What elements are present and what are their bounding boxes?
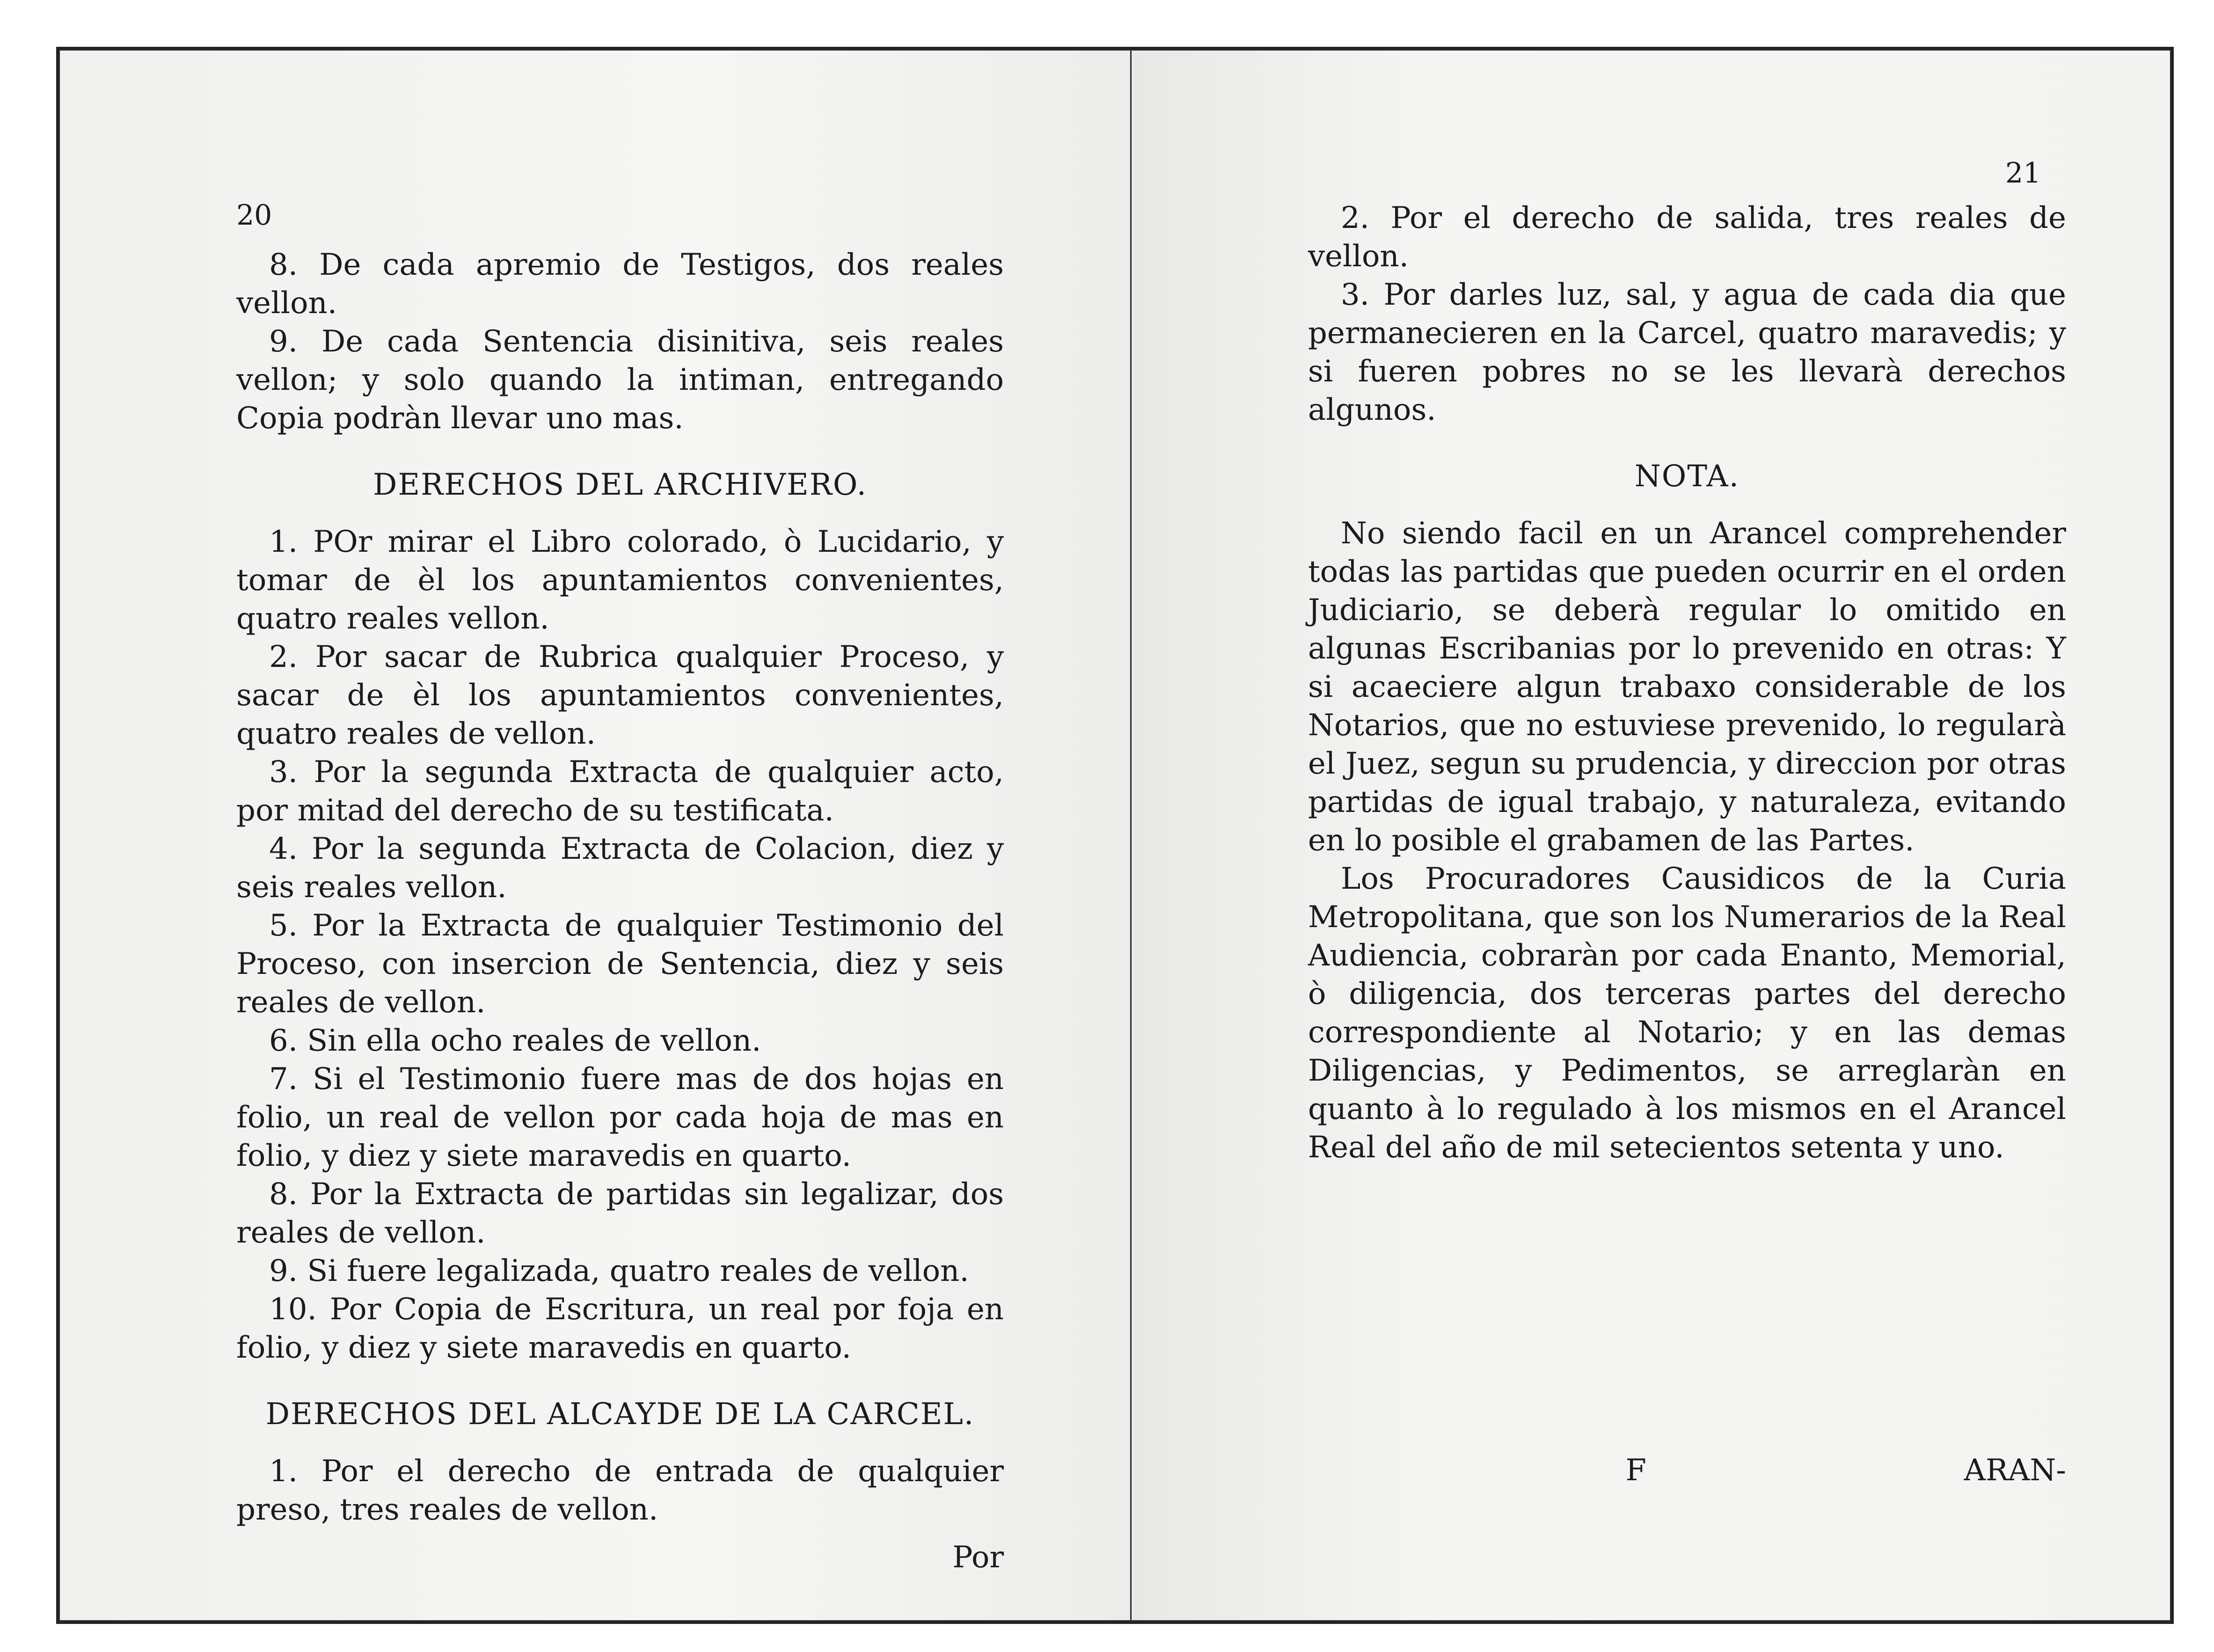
page-number-right: 21 [2005, 157, 2041, 190]
right-page-footer [1308, 1453, 2066, 1488]
archivero-item-10: 10. Por Copia de Escritura, un real por foja en folio, y diez y siete maravedis en quarto. [236, 1292, 1004, 1365]
archivero-item-4: 4. Por la segunda Extracta de Colacion, diez y seis reales vellon. [236, 832, 1004, 905]
signature-mark: F [1625, 1453, 1647, 1488]
heading-archivero: DERECHOS DEL ARCHIVERO. [373, 468, 867, 502]
heading-nota: NOTA. [1634, 459, 1740, 494]
archivero-item-7: 7. Si el Testimonio fuere mas de dos hojas en folio, un real de vellon por cada hoja de mas en folio, y diez y siete maravedis en quarto. [236, 1062, 1004, 1173]
right-page [1130, 47, 2174, 1624]
intro-line-9: 9. De cada Sentencia disinitiva, seis reales vellon; y solo quando la intiman, entregando Copia podràn llevar uno mas. [236, 324, 1004, 436]
right-page-text [1308, 199, 2066, 1167]
alcayde-item-2: 2. Por el derecho de salida, tres reales de vellon. [1308, 201, 2066, 274]
alcayde-item-3: 3. Por darles luz, sal, y agua de cada dia que permanecieren en la Carcel, quatro maravedis; y si fueren pobres no se les llevarà derechos algunos. [1308, 278, 2066, 427]
archivero-item-2: 2. Por sacar de Rubrica qualquier Proceso, y sacar de èl los apuntamientos convenientes, quatro reales de vellon. [236, 640, 1004, 751]
alcayde-item-1: 1. Por el derecho de entrada de qualquier preso, tres reales de vellon. [236, 1454, 1004, 1527]
archivero-item-1: 1. POr mirar el Libro colorado, ò Lucidario, y tomar de èl los apuntamientos convenientes, quatro reales vellon. [236, 525, 1004, 636]
book-spread [56, 47, 2171, 1619]
catchword-right: ARAN- [1964, 1453, 2066, 1488]
left-page [56, 47, 1135, 1624]
nota-paragraph-1: No siendo facil en un Arancel comprehender todas las partidas que pueden ocurrir en el orden Judiciario, se deberà regular lo omitido en algunas Escribanias por lo prevenido en otras: Y si acaeciere algun trabaxo considerable de los Notarios, que no estuviese prevenido, lo regularà el Juez, segun su prudencia, y direccion por otras partidas de igual trabajo, y naturaleza, evitando en lo posible el grabamen de las Partes. [1308, 516, 2066, 858]
left-page-text [236, 246, 1004, 1577]
heading-alcayde: DERECHOS DEL ALCAYDE DE LA CARCEL. [265, 1397, 975, 1432]
archivero-item-5: 5. Por la Extracta de qualquier Testimonio del Proceso, con insercion de Sentencia, diez y seis reales de vellon. [236, 908, 1004, 1020]
archivero-item-6: 6. Sin ella ocho reales de vellon. [269, 1023, 761, 1058]
archivero-item-3: 3. Por la segunda Extracta de qualquier acto, por mitad del derecho de su testificata. [236, 755, 1004, 828]
intro-line-8: 8. De cada apremio de Testigos, dos reales vellon. [236, 248, 1004, 321]
archivero-item-8: 8. Por la Extracta de partidas sin legalizar, dos reales de vellon. [236, 1177, 1004, 1250]
nota-paragraph-2: Los Procuradores Causidicos de la Curia Metropolitana, que son los Numerarios de la Real Audiencia, cobraràn por cada Enanto, Memorial, ò diligencia, dos terceras partes del derecho correspondiente al Notario; y en las demas Diligencias, y Pedimentos, se arreglaràn en quanto à lo regulado à los mismos en el Arancel Real del año de mil setecientos setenta y uno. [1308, 862, 2066, 1165]
catchword-left: Por [952, 1540, 1004, 1575]
page-number-left: 20 [236, 199, 272, 232]
archivero-item-9: 9. Si fuere legalizada, quatro reales de vellon. [269, 1254, 969, 1288]
